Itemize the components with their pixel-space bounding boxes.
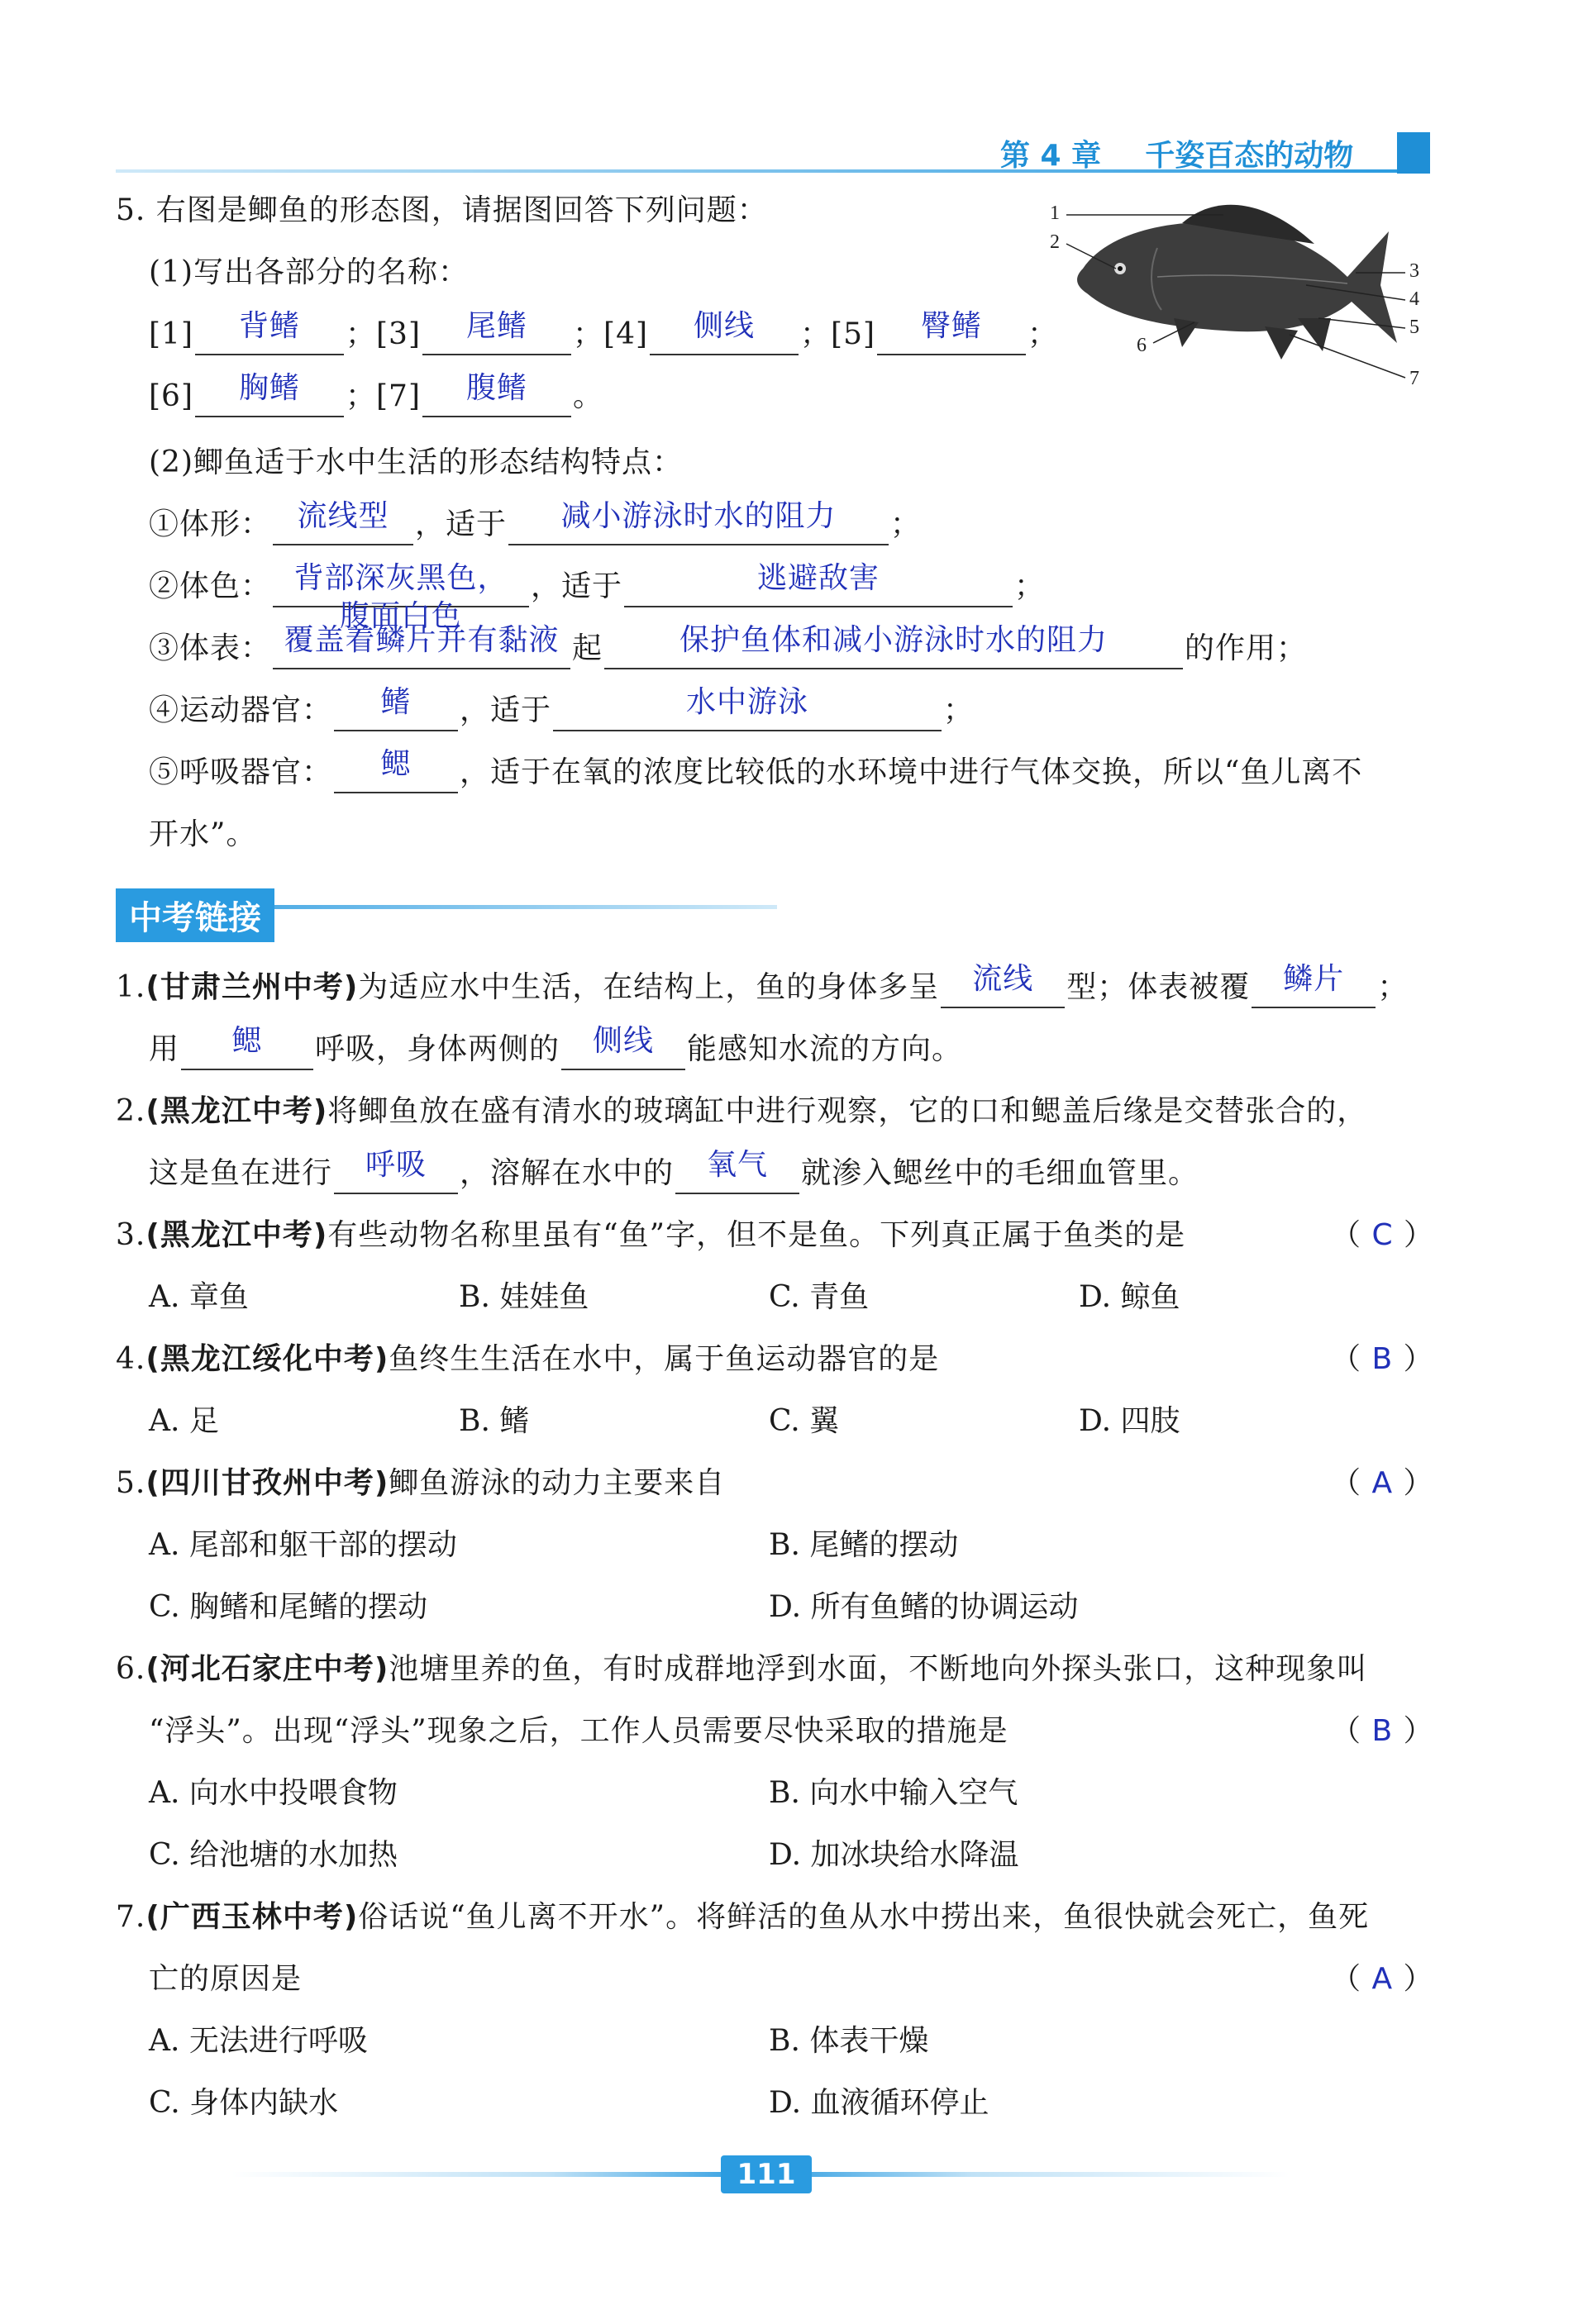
label-5: [5]: [831, 317, 876, 351]
answer-blank[interactable]: [334, 747, 458, 793]
answer-text: 胸鳍: [238, 371, 300, 405]
answer-text: 氧气: [707, 1148, 769, 1182]
answer-text: 侧线: [593, 1024, 655, 1058]
zk-q1-line1: [116, 962, 1409, 1008]
answer-blank[interactable]: [650, 309, 799, 355]
item-end: 的作用；: [1185, 631, 1308, 665]
answer-text: 侧线: [694, 309, 756, 343]
answer-blank[interactable]: [877, 309, 1026, 355]
q5-part2: (2)鲫鱼适于水中生活的形态结构特点：: [149, 445, 683, 479]
answer-blank[interactable]: [508, 499, 889, 545]
question-number: 2.: [116, 1094, 146, 1128]
zk-q5-stem: [116, 1463, 725, 1504]
question-text: ，溶解在水中的: [460, 1156, 675, 1190]
answer-text: 逃避敌害: [757, 561, 880, 595]
answer-text: 流线型: [297, 499, 389, 533]
question-text: 俗话说“鱼儿离不开水”。将鲜活的鱼从水中捞出来，鱼很快就会死亡，鱼死: [358, 1900, 1370, 1934]
item-mid: ，适于: [460, 693, 552, 727]
question-source: (黑龙江中考): [145, 1218, 328, 1252]
question-text: 呼吸，身体两侧的: [315, 1032, 560, 1066]
item-end: ；: [890, 507, 922, 541]
label-7: [7]: [376, 379, 422, 413]
answer-blank[interactable]: [273, 561, 529, 633]
chapter-number: 第 4 章: [1000, 139, 1102, 173]
question-number: 3.: [116, 1218, 146, 1252]
answer-blank[interactable]: [553, 685, 942, 731]
answer-blank[interactable]: [422, 309, 571, 355]
zk-q7-answer-paren[interactable]: （ A ）: [1331, 1962, 1434, 1996]
option-d[interactable]: D. 加冰块给水降温: [769, 1838, 1019, 1872]
option-a[interactable]: A. 章鱼: [149, 1280, 249, 1314]
label-6: [6]: [149, 379, 193, 413]
question-source: (广西玉林中考): [145, 1900, 359, 1934]
label-4: [4]: [603, 317, 649, 351]
question-text: 鱼终生生活在水中，属于鱼运动器官的是: [389, 1342, 940, 1376]
answer-text: 减小游泳时水的阻力: [560, 499, 837, 533]
question-source: (黑龙江中考): [145, 1094, 328, 1128]
item-end: ；: [1014, 569, 1046, 603]
item-prefix: ②体色：: [149, 569, 272, 603]
option-d[interactable]: D. 鲸鱼: [1079, 1280, 1180, 1314]
item-end: ；: [943, 693, 975, 727]
question-source: (四川甘孜州中考): [145, 1466, 389, 1500]
option-b[interactable]: B. 娃娃鱼: [459, 1280, 589, 1314]
answer-text: 鳃: [380, 747, 412, 781]
fig-label-4: 4: [1409, 288, 1419, 310]
zk-q4-answer-paren[interactable]: （ B ）: [1331, 1342, 1434, 1376]
answer-choice: A: [1371, 1962, 1394, 1996]
question-number: 7.: [116, 1900, 146, 1934]
option-d[interactable]: D. 所有鱼鳍的协调运动: [769, 1590, 1079, 1624]
question-text: 就渗入鳃丝中的毛细血管里。: [801, 1156, 1199, 1190]
question-text: 能感知水流的方向。: [687, 1032, 963, 1066]
option-c[interactable]: C. 青鱼: [769, 1280, 870, 1314]
answer-text: 鳞片: [1283, 962, 1345, 996]
question-source: (黑龙江绥化中考): [145, 1342, 389, 1376]
answer-choice: B: [1371, 1714, 1394, 1748]
question-text: 型；体表被覆: [1066, 970, 1251, 1004]
answer-blank[interactable]: [273, 499, 413, 545]
option-c[interactable]: C. 身体内缺水: [149, 2086, 339, 2120]
answer-text: 尾鳍: [466, 309, 528, 343]
zk-q1-line2: [149, 1024, 963, 1070]
item-prefix: ④运动器官：: [149, 693, 333, 727]
q5-names-row2: [6] 胸鳍 ；[7] 腹鳍 。: [149, 376, 603, 417]
question-text: ；: [1377, 970, 1409, 1004]
answer-blank[interactable]: [181, 1024, 313, 1070]
option-d[interactable]: D. 血液循环停止: [769, 2086, 989, 2120]
fig-label-5: 5: [1409, 317, 1419, 338]
item-prefix: ①体形：: [149, 507, 272, 541]
zk-q6-stem-line2: “浮头”。出现“浮头”现象之后，工作人员需要尽快采取的措施是: [149, 1714, 1008, 1748]
zk-q5-answer-paren[interactable]: （ A ）: [1331, 1466, 1434, 1500]
option-a[interactable]: A. 向水中投喂食物: [149, 1776, 398, 1810]
chapter-label: [1000, 132, 1353, 174]
option-b[interactable]: B. 向水中输入空气: [769, 1776, 1018, 1810]
label-1: [1]: [149, 317, 193, 351]
q5-item-2: [149, 561, 1046, 633]
fig-label-1: 1: [1050, 202, 1060, 224]
label-3: [3]: [376, 317, 422, 351]
question-number: 6.: [116, 1652, 146, 1686]
answer-text: 臀鳍: [921, 309, 983, 343]
fig-label-7: 7: [1409, 368, 1419, 389]
answer-blank[interactable]: [273, 623, 570, 669]
question-source: (甘肃兰州中考): [145, 970, 359, 1004]
option-a[interactable]: A. 尾部和躯干部的摆动: [149, 1528, 457, 1562]
answer-blank[interactable]: [334, 685, 458, 731]
q5-item-4: [149, 685, 975, 731]
zk-q6-stem-line1: [116, 1649, 1367, 1690]
answer-blank[interactable]: [195, 309, 344, 355]
fig-label-6: 6: [1137, 335, 1147, 356]
answer-text: 鳍: [380, 685, 412, 719]
question-number: 4.: [116, 1342, 146, 1376]
option-a[interactable]: A. 足: [149, 1404, 219, 1438]
option-b[interactable]: B. 尾鳍的摆动: [769, 1528, 959, 1562]
answer-blank[interactable]: [422, 371, 571, 417]
answer-text: 水中游泳: [686, 685, 809, 719]
q5-item-3: [149, 623, 1308, 669]
option-a[interactable]: A. 无法进行呼吸: [149, 2024, 368, 2058]
answer-blank[interactable]: [941, 962, 1065, 1008]
answer-text: 覆盖着鳞片并有黏液: [284, 623, 560, 657]
zk-q2-line2: [149, 1148, 1199, 1194]
question-text: 将鲫鱼放在盛有清水的玻璃缸中进行观察，它的口和鳃盖后缘是交替张合的，: [327, 1094, 1368, 1128]
fish-figure: [1033, 186, 1422, 401]
zk-q4-stem: [116, 1339, 939, 1380]
question-text: 这是鱼在进行: [149, 1156, 333, 1190]
item-mid: ，适于: [415, 507, 508, 541]
item-mid: ，适于: [531, 569, 623, 603]
answer-text: 流线: [972, 962, 1034, 996]
question-text: 有些动物名称里虽有“鱼”字，但不是鱼。下列真正属于鱼类的是: [327, 1218, 1186, 1252]
answer-text: 鳃: [231, 1024, 263, 1058]
q5-stem: 5. 右图是鲫鱼的形态图，请据图回答下列问题：: [116, 193, 768, 227]
fig-label-3: 3: [1409, 260, 1419, 282]
answer-choice: A: [1371, 1466, 1394, 1500]
option-c[interactable]: C. 胸鳍和尾鳍的摆动: [149, 1590, 428, 1624]
zk-q7-stem-line1: [116, 1897, 1369, 1938]
option-b[interactable]: B. 鳍: [459, 1404, 530, 1438]
answer-text: 保护鱼体和减小游泳时水的阻力: [679, 623, 1109, 657]
q5-tail: 开水”。: [149, 817, 257, 851]
q5-names-row1: [1] 背鳍 ；[3] 尾鳍 ；[4] 侧线 ；[5] 臀鳍 ；: [149, 314, 1058, 355]
question-text: 用: [149, 1032, 180, 1066]
item-mid: ，适于在氧的浓度比较低的水环境中进行气体交换，所以“鱼儿离不: [460, 755, 1363, 789]
answer-blank[interactable]: [561, 1024, 685, 1070]
answer-blank[interactable]: [624, 561, 1013, 607]
q5-part1: (1)写出各部分的名称：: [149, 255, 469, 289]
zk-q2-line1: [116, 1091, 1367, 1132]
question-text: 池塘里养的鱼，有时成群地浮到水面，不断地向外探头张口，这种现象叫: [389, 1652, 1368, 1686]
header-corner-block: [1397, 132, 1430, 174]
question-source: (河北石家庄中考): [145, 1652, 389, 1686]
answer-blank[interactable]: [1252, 962, 1376, 1008]
option-b[interactable]: B. 体表干燥: [769, 2024, 929, 2058]
fish-icon: [1033, 186, 1422, 401]
question-text: 鲫鱼游泳的动力主要来自: [389, 1466, 726, 1500]
answer-blank[interactable]: [195, 371, 344, 417]
zk-q3-stem: [116, 1215, 1185, 1256]
zk-q6-answer-paren[interactable]: （ B ）: [1331, 1714, 1434, 1748]
answer-text-line2: 腹面白色: [340, 599, 463, 633]
question-number: 5.: [116, 1466, 146, 1500]
answer-blank[interactable]: [675, 1148, 799, 1194]
answer-blank[interactable]: [334, 1148, 458, 1194]
page-number: 111: [721, 2155, 812, 2193]
chapter-title: 千姿百态的动物: [1145, 139, 1354, 173]
question-text: 为适应水中生活，在结构上，鱼的身体多呈: [358, 970, 940, 1004]
section-title: 中考链接: [116, 888, 274, 942]
q5-item-5: [149, 747, 1363, 793]
zk-q3-answer-paren[interactable]: （ C ）: [1331, 1218, 1435, 1252]
option-d[interactable]: D. 四肢: [1079, 1404, 1180, 1438]
answer-choice: B: [1371, 1342, 1394, 1376]
answer-text: 腹鳍: [466, 371, 528, 405]
item-prefix: ③体表：: [149, 631, 272, 665]
answer-text: 呼吸: [365, 1148, 427, 1182]
fig-label-2: 2: [1050, 231, 1060, 253]
option-c[interactable]: C. 给池塘的水加热: [149, 1838, 398, 1872]
option-c[interactable]: C. 翼: [769, 1404, 840, 1438]
item-prefix: ⑤呼吸器官：: [149, 755, 333, 789]
item-mid: 起: [572, 631, 603, 665]
q5-item-1: [149, 499, 922, 545]
answer-text: 背部深灰黑色，: [293, 561, 508, 595]
question-number: 1.: [116, 970, 146, 1004]
answer-choice: C: [1371, 1218, 1394, 1252]
zk-q7-stem-line2: 亡的原因是: [149, 1962, 303, 1996]
answer-text: 背鳍: [238, 309, 300, 343]
answer-blank[interactable]: [604, 623, 1183, 669]
